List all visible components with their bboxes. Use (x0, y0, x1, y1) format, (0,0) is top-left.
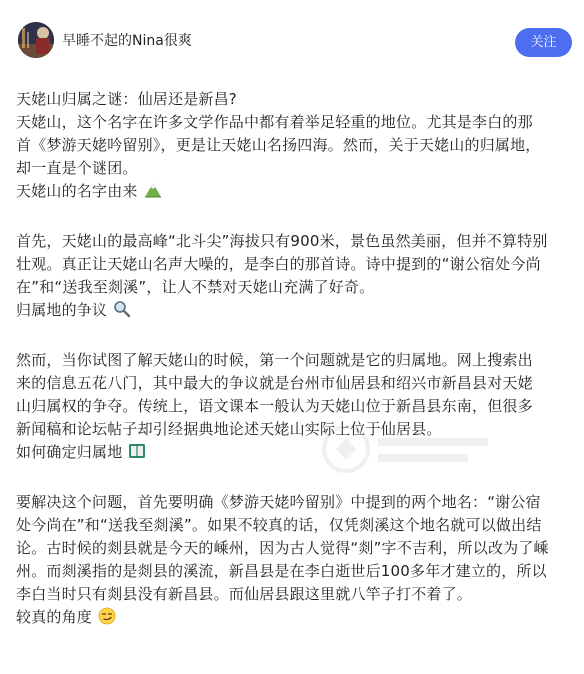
section-heading-text: 归属地的争议 (16, 301, 108, 319)
paragraph-line: 新闻稿和论坛帖子却引经据典地论述天姥山实际上位于仙居县。 (16, 420, 442, 438)
article-body (16, 88, 576, 629)
paragraph-line: 首《梦游天姥吟留别》，更是让天姥山名扬四海。然而，关于天姥山的归属地， (16, 136, 541, 154)
paragraph-line: 天姥山，这个名字在许多文学作品中都有着举足轻重的地位。尤其是李白的那 (16, 113, 533, 131)
article-title: 天姥山归属之谜：仙居还是新昌? (16, 90, 237, 108)
mountain-icon (144, 181, 162, 206)
section-heading-text: 较真的角度 (16, 608, 93, 626)
paragraph-line: 然而，当你试图了解天姥山的时候，第一个问题就是它的归属地。网上搜索出 (16, 351, 533, 369)
smirk-face-icon (98, 607, 116, 632)
book-icon (128, 442, 146, 467)
section-heading-dispute (16, 299, 576, 322)
author-name[interactable]: 早睡不起的Nina很爽 (62, 33, 192, 49)
section-heading-text: 天姥山的名字由来 (16, 182, 138, 200)
paragraph-line: 来的信息五花八门，其中最大的争议就是台州市仙居县和绍兴市新昌县对天姥 (16, 374, 533, 392)
paragraph-line: 山归属权的争夺。传统上，语文课本一般认为天姥山位于新昌县东南，但很多 (16, 397, 533, 415)
paragraph-line: 处今尚在”和“送我至剡溪”。如果不较真的话，仅凭剡溪这个地名就可以做出结 (16, 516, 542, 534)
post-header (0, 0, 584, 84)
paragraph-line: 论。古时候的剡县就是今天的嵊州，因为古人觉得“剡”字不吉利，所以改为了嵊 (16, 539, 549, 557)
paragraph-line: 州。而剡溪指的是剡县的溪流，新昌县是在李白逝世后100多年才建立的，所以 (16, 562, 547, 580)
section-heading-angle (16, 606, 576, 629)
paragraph-line: 壮观。真正让天姥山名声大噪的，是李白的那首诗。诗中提到的“谢公宿处今尚 (16, 255, 541, 273)
paragraph-line: 却一直是个谜团。 (16, 159, 138, 177)
section-heading-determine (16, 441, 576, 464)
paragraph-line: 李白当时只有剡县没有新昌县。而仙居县跟这里就八竿子打不着了。 (16, 585, 473, 603)
paragraph-line: 在”和“送我至剡溪”，让人不禁对天姥山充满了好奇。 (16, 278, 375, 296)
magnifier-icon (113, 300, 131, 325)
paragraph-line: 首先，天姥山的最高峰“北斗尖”海拔只有900米，景色虽然美丽，但并不算特别 (16, 232, 548, 250)
avatar[interactable] (18, 22, 54, 58)
section-heading-text: 如何确定归属地 (16, 443, 123, 461)
section-heading-name-origin (16, 180, 576, 203)
follow-button[interactable]: 关注 (515, 28, 572, 57)
paragraph-line: 要解决这个问题，首先要明确《梦游天姥吟留别》中提到的两个地名：“谢公宿 (16, 493, 541, 511)
